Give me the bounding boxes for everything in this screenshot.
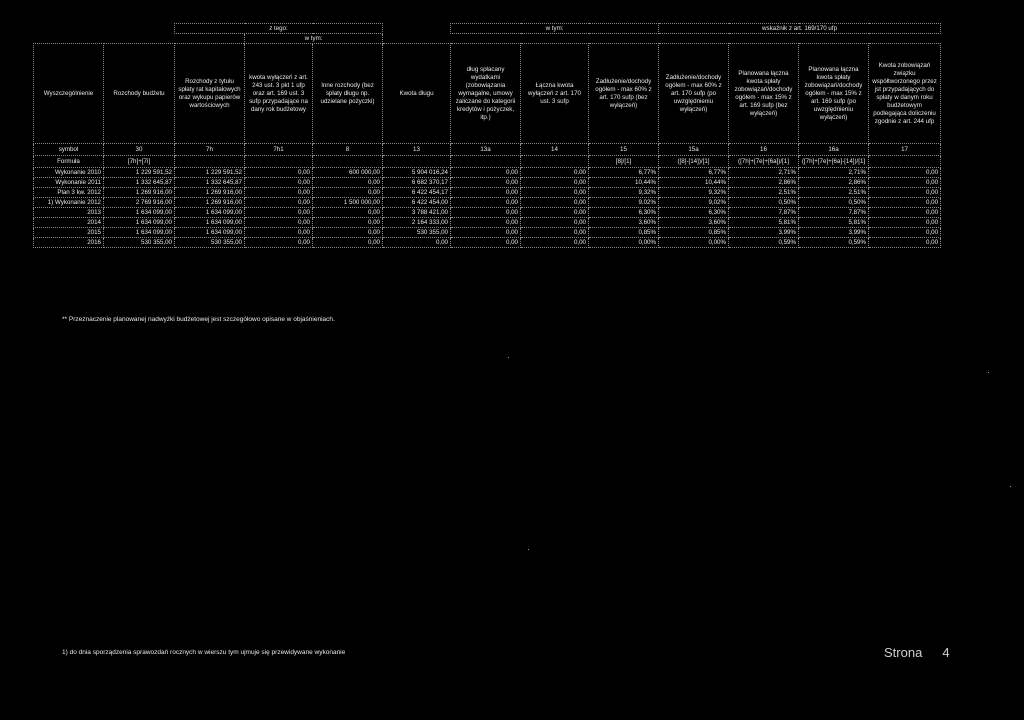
table-cell: 0,00 [245,218,313,228]
table-cell: 10,44% [659,178,729,188]
table-cell: 6 422 454,17 [383,188,451,198]
table-row [34,198,941,208]
col-header-wyszczegolnienie: Wyszczególnienie [34,44,104,144]
table-cell: 5,81% [729,218,799,228]
symbol-cell: 15a [659,144,729,156]
table-cell: 0,00 [521,228,589,238]
col-header-15a: Zadłużenie/dochody ogółem - max 60% z art. 170 sufp (po uwzględnieniu wyłączeń) [659,44,729,144]
symbol-cell: 16a [799,144,869,156]
table-cell: 0,00 [245,208,313,218]
group-header-wskazniki: wskaźnik z art. 169/170 ufp [659,24,941,34]
row-label: Wykonanie 2010 [34,168,104,178]
table-row [34,168,941,178]
table-cell: 530 355,00 [104,238,175,248]
table-cell: 2,51% [729,188,799,198]
table-cell: 0,00 [451,188,521,198]
table-cell: 0,00 [451,218,521,228]
table-cell: 2,71% [729,168,799,178]
table-row [34,208,941,218]
table-cell: 0,00 [869,208,941,218]
col-header-16a: Planowana łączna kwota spłaty zobowiązań/dochody ogółem - max 15% z art. 169 sufp (po uwzględnieniu wyłączeń) [799,44,869,144]
table-cell: 1 229 591,52 [104,168,175,178]
table-cell: 1 634 099,00 [104,228,175,238]
table-cell: 0,00 [521,198,589,208]
table-cell: 0,00 [313,178,383,188]
table-cell: 2,51% [799,188,869,198]
table-cell: 0,00 [313,208,383,218]
table-cell: 0,00 [869,228,941,238]
symbol-label: symbol [34,144,104,156]
symbol-cell: 16 [729,144,799,156]
table-cell: 0,00 [521,218,589,228]
table-row [34,188,941,198]
table-cell: 0,00 [383,238,451,248]
table-cell: 0,00 [521,178,589,188]
table-cell: 0,00 [869,168,941,178]
table-cell: 2 164 333,00 [383,218,451,228]
table-cell: 10,44% [589,178,659,188]
symbol-row [34,144,941,156]
col-header-7i: Inne rozchody (bez spłaty długu np. udzielane pożyczki) [313,44,383,144]
table-cell: 6,30% [589,208,659,218]
table-cell: 1 634 099,00 [175,228,245,238]
scan-artifact [508,357,509,358]
page-indicator [884,645,950,660]
table-cell: 0,00 [521,168,589,178]
table-cell: 0,00 [245,168,313,178]
group-header-z-tego: z tego: [175,24,383,34]
col-header-7h1: kwota wyłączeń z art. 243 ust. 3 pkt 1 ufp oraz art. 169 ust. 3 sufp przypadające na dany rok budżetowy [245,44,313,144]
table-cell: 0,00% [589,238,659,248]
formula-cell [521,156,589,168]
formula-cell: ([7h]+[7e]+[6a])/[1] [729,156,799,168]
formula-cell [175,156,245,168]
formula-cell [245,156,313,168]
table-cell: 3,99% [729,228,799,238]
table-cell: 1 269 916,00 [175,188,245,198]
table-cell: 0,00 [451,208,521,218]
col-header-7h: Rozchody z tytułu spłaty rat kapitałowych oraz wykupu papierów wartościowych [175,44,245,144]
footnote-bottom: 1) do dnia sporządzenia sprawozdań rocznych w wierszu tym ujmuje się przewidywane wykonanie [62,649,346,656]
table-cell: 5,81% [799,218,869,228]
table-cell: 0,00 [313,238,383,248]
table-cell: 1 332 645,87 [104,178,175,188]
table-cell: 0,00 [313,228,383,238]
formula-cell: [8]/[1] [589,156,659,168]
col-header-13a: dług spłacany wydatkami (zobowiązania wymagalne, umowy zaliczane do kategorii kredytów i pożyczek, itp.) [451,44,521,144]
table-cell: 0,00 [869,218,941,228]
table-cell: 0,85% [589,228,659,238]
table-cell: 0,00% [659,238,729,248]
table-cell: 0,50% [799,198,869,208]
table-cell: 600 000,00 [313,168,383,178]
footnote-top: ** Przeznaczenie planowanej nadwyżki budżetowej jest szczegółowo opisane w objaśnieniach. [62,316,335,323]
symbol-cell: 17 [869,144,941,156]
table-cell: 0,00 [869,188,941,198]
table-cell: 0,59% [799,238,869,248]
table-cell: 530 355,00 [175,238,245,248]
table-cell: 2,71% [799,168,869,178]
table-cell: 530 355,00 [383,228,451,238]
symbol-cell: 14 [521,144,589,156]
formula-cell: [7h]+[7i] [104,156,175,168]
row-label: 1) Wykonanie 2012 [34,198,104,208]
table-cell: 3,99% [799,228,869,238]
table-cell: 2,86% [799,178,869,188]
table-cell: 7,87% [799,208,869,218]
table-cell: 0,85% [659,228,729,238]
table-cell: 1 332 645,87 [175,178,245,188]
row-label: Plan 3 kw. 2012 [34,188,104,198]
formula-cell: ([7h]+[7e]+[6a]-[14])/[1] [799,156,869,168]
formula-cell: ([8]-[14])/[1] [659,156,729,168]
table-cell: 0,00 [245,198,313,208]
table-row [34,218,941,228]
symbol-cell: 7h [175,144,245,156]
table-cell: 9,02% [589,198,659,208]
row-label: 2013 [34,208,104,218]
table-cell: 2 769 916,00 [104,198,175,208]
page-label: Strona [884,645,923,660]
table-cell: 0,50% [729,198,799,208]
table-cell: 6 422 454,00 [383,198,451,208]
row-label: 2016 [34,238,104,248]
col-header-16: Planowana łączna kwota spłaty zobowiązań/dochody ogółem - max 15% z art. 169 sufp (bez wyłączeń) [729,44,799,144]
table-cell: 1 634 099,00 [104,218,175,228]
table-cell: 0,00 [245,188,313,198]
table-row [34,238,941,248]
table-cell: 5 904 016,24 [383,168,451,178]
table-cell: 0,00 [869,198,941,208]
table-row [34,228,941,238]
table-cell: 1 269 916,00 [175,198,245,208]
scan-artifact [528,549,529,550]
table-cell: 6 682 370,17 [383,178,451,188]
formula-cell [313,156,383,168]
table-cell: 6,30% [659,208,729,218]
scan-artifact [988,372,989,373]
scan-artifact [1010,486,1011,487]
table-cell: 0,00 [245,228,313,238]
table-cell: 1 634 099,00 [104,208,175,218]
table-cell: 9,32% [589,188,659,198]
table-cell: 0,00 [869,178,941,188]
table-cell: 2,86% [729,178,799,188]
col-header-17: Kwota zobowiązań związku współtworzonego przez jst przypadających do spłaty w danym roku budżetowym podlegająca doliczeniu zgodnie z art. 244 ufp [869,44,941,144]
col-header-rozchody: Rozchody budżetu [104,44,175,144]
table-cell: 0,00 [451,168,521,178]
row-label: 2014 [34,218,104,228]
formula-row [34,156,941,168]
col-header-15: Zadłużenie/dochody ogółem - max 60% z art. 170 sufp (bez wyłączeń) [589,44,659,144]
financial-table [33,23,941,248]
table-cell: 0,00 [451,238,521,248]
table-cell: 0,00 [521,208,589,218]
table-cell: 0,00 [451,198,521,208]
table-cell: 0,00 [451,178,521,188]
table-cell: 1 229 591,52 [175,168,245,178]
table-cell: 0,00 [869,238,941,248]
symbol-cell: 13 [383,144,451,156]
formula-label: Formuła [34,156,104,168]
table-cell: 0,00 [521,188,589,198]
symbol-cell: 15 [589,144,659,156]
table-cell: 1 634 099,00 [175,208,245,218]
group-header-w-tym: w tym: [451,24,659,34]
table-cell: 0,00 [313,188,383,198]
formula-cell [869,156,941,168]
symbol-cell: 13a [451,144,521,156]
table-cell: 9,32% [659,188,729,198]
table-cell: 0,59% [729,238,799,248]
table-cell: 0,00 [521,238,589,248]
symbol-cell: 8 [313,144,383,156]
table-cell: 6,77% [589,168,659,178]
table-cell: 1 500 000,00 [313,198,383,208]
formula-cell [451,156,521,168]
table-cell: 0,00 [313,218,383,228]
table-cell: 1 634 099,00 [175,218,245,228]
row-label: Wykonanie 2011 [34,178,104,188]
page-number: 4 [942,645,950,660]
table-cell: 7,87% [729,208,799,218]
table-cell: 1 269 916,00 [104,188,175,198]
table-cell: 0,00 [245,238,313,248]
symbol-cell: 7h1 [245,144,313,156]
row-label: 2015 [34,228,104,238]
table-cell: 3 788 421,00 [383,208,451,218]
table-row [34,178,941,188]
formula-cell [383,156,451,168]
sub-header-w-tym: w tym: [245,34,383,44]
table-cell: 3,60% [659,218,729,228]
table-cell: 9,02% [659,198,729,208]
symbol-cell: 30 [104,144,175,156]
table-cell: 6,77% [659,168,729,178]
table-cell: 0,00 [245,178,313,188]
col-header-14: Łączna kwota wyłączeń z art. 170 ust. 3 sufp [521,44,589,144]
col-header-8: Kwota długu [383,44,451,144]
table-cell: 0,00 [451,228,521,238]
table-cell: 3,60% [589,218,659,228]
